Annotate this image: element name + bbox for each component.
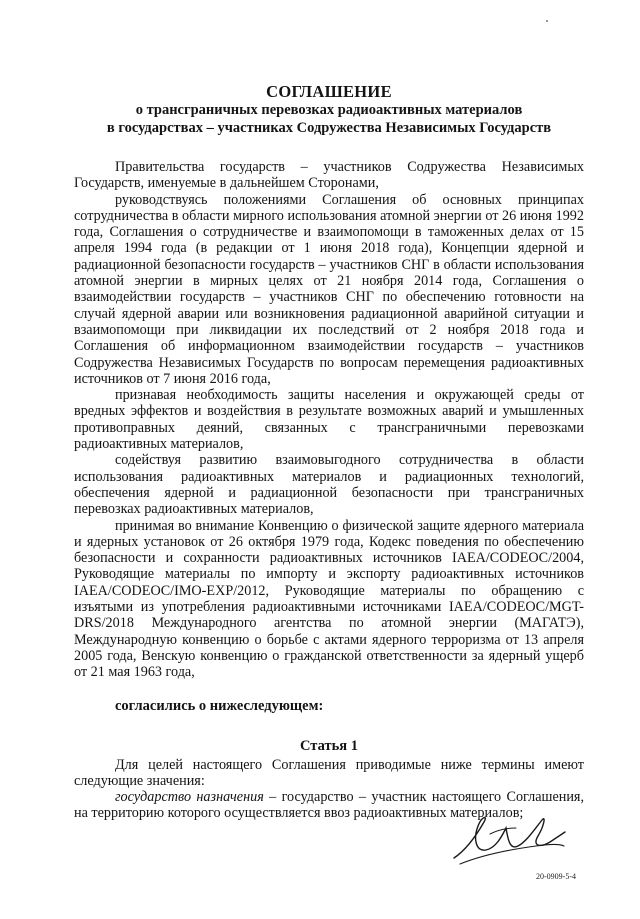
- document-title: СОГЛАШЕНИЕ: [266, 82, 392, 101]
- document-code: 20-0909-5-4: [536, 872, 576, 881]
- preamble-guided-by: руководствуясь положениями Соглашения об основных принципах сотрудничества в области мирного использования атомной энергии от 26 июня 1992 года, Соглашения о сотрудничестве и взаимопомощи в таможенных делах от 15 апреля 1994 года (в редакции от 1 июня 2018 года), Концепции ядерной и радиационной безопасности государств – участников СНГ в области использования атомной энергии в мирных целях от 21 ноября 2014 года, Соглашения о взаимодействии государств – участников СНГ по обеспечению готовности на случай ядерной аварии или возникновения радиационной аварийной ситуации и взаимопомощи при ликвидации их последствий от 2 ноября 2018 года и Соглашения об информационном взаимодействии государств – участников Содружества Независимых Государств по вопросам перемещения радиоактивных источников от 7 июня 2016 года,: [74, 191, 584, 387]
- preamble: [74, 159, 584, 681]
- article-1-intro: Для целей настоящего Соглашения приводимые ниже термины имеют следующие значения:: [74, 756, 584, 789]
- document-page: [74, 82, 584, 822]
- scan-mark: [546, 20, 548, 22]
- preamble-parties: Правительства государств – участников Содружества Независимых Государств, именуемые в дальнейшем Сторонами,: [74, 159, 584, 192]
- article-1-heading: Статья 1: [300, 737, 358, 754]
- handwritten-signature: [446, 806, 568, 872]
- preamble-promoting: содействуя развитию взаимовыгодного сотрудничества в области использования радиоактивных материалов и радиационных технологий, обеспечения ядерной и радиационной безопасности при трансграничных перевозках радиоактивных материалов,: [74, 452, 584, 518]
- agreed-statement: согласились о нижеследующем:: [115, 697, 324, 714]
- document-subtitle-line-2: в государствах – участниках Содружества Независимых Государств: [106, 120, 552, 136]
- term-definition: – государство – участник настоящего Соглашения, на территорию которого осуществляется ввоз радиоактивных материалов;: [74, 789, 585, 822]
- preamble-taking-into-account: принимая во внимание Конвенцию о физической защите ядерного материала и ядерных установок от 26 октября 1979 года, Кодекс поведения по обеспечению безопасности и сохранности радиоактивных источников IAEA/CODEOC/2004, Руководящие материалы по импорту и экспорту радиоактивных источников IAEA/CODEOC/IMO-EXP/2012, Руководящие материалы по обращению с изъятыми из употребления радиоактивными источниками IAEA/CODEOC/MGT-DRS/2018 Международного агентства по атомной энергии (МАГАТЭ), Международную конвенцию о борьбе с актами ядерного терроризма от 13 апреля 2005 года, Венскую конвенцию о гражданской ответственности за ядерный ущерб от 21 мая 1963 года,: [74, 517, 584, 681]
- defined-term: государство назначения: [115, 789, 264, 806]
- preamble-recognizing: признавая необходимость защиты населения и окружающей среды от вредных эффектов и воздействия в результате возможных аварий и умышленных противоправных деяний, связанных с трансграничными перевозками радиоактивных материалов,: [74, 387, 584, 453]
- document-subtitle-line-1: о трансграничных перевозках радиоактивных материалов: [135, 102, 523, 118]
